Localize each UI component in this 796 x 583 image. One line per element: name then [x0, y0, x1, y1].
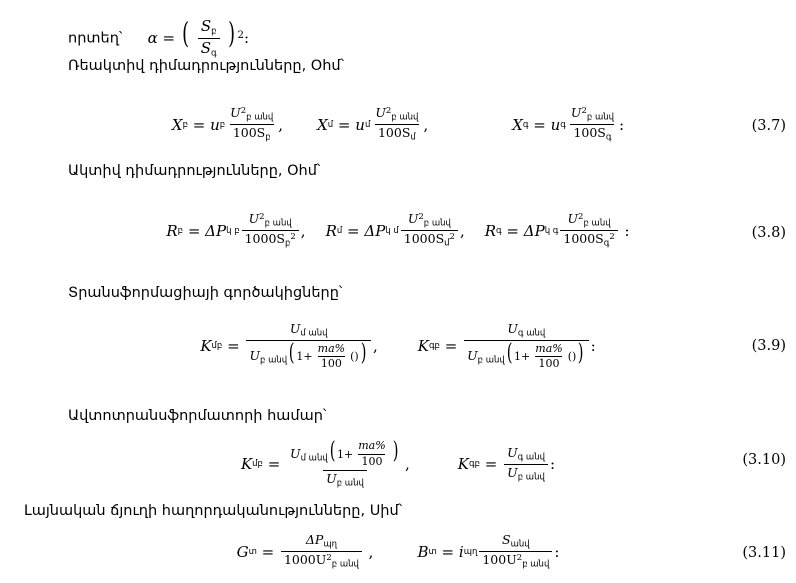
equation-3-10-term-2: K գբ = $\frac{U_{գ անվ}}{U_{բ անվ}}$ : [457, 444, 556, 483]
equation-3-9-term-2: K գբ = $U_{գ անվ}$ $U_{բ անվ}$( 1+ $\frac{ma\%}{100}$ ()) : [417, 321, 596, 371]
equation-3-9 [0, 322, 796, 371]
paragraph-active-resistances: Ակտիվ դիմադրությունները, Օհմ՝ [68, 163, 321, 179]
equation-3-7-term-2: X մ = u մ $\frac{U^2_{բ անվ}}{100S_մ}$ , [317, 105, 429, 143]
equation-3-11-term-1: G տ = $\frac{\Delta P_{պղ}}{1000U^2_{բ անվ}}$ , [236, 532, 374, 570]
equation-number-3-11: (3.11) [742, 545, 786, 561]
equation-3-11-term-2: B տ = i պղ $\frac{S_{անվ}}{100U^2_{բ անվ}}$ : [417, 532, 560, 570]
equation-number-3-7: (3.7) [751, 118, 786, 134]
equation-alpha: α = ( $\frac{S_բ}{S_գ}$ ) $^2$: [147, 16, 250, 59]
paragraph-autotransformer: Ավտոտրանսֆորմատորի համար՝ [68, 408, 327, 424]
paragraph-text: որտեղ՝ [68, 30, 123, 47]
paragraph-transformation-coefficients: Տրանսֆորմացիայի գործակիցները՝ [68, 285, 343, 301]
equation-3-10 [0, 436, 796, 489]
equation-3-8 [0, 212, 796, 249]
paragraph-ortegh [68, 18, 249, 59]
equation-3-8-term-3: R գ = ΔP կ գ $\frac{U^2_{բ անվ}}{1000S_գ^2}$ : [484, 211, 630, 249]
equation-3-7 [0, 106, 796, 143]
equation-3-7-term-1: X բ = u բ $\frac{U^2_{բ անվ}}{100S_բ}$ , [171, 105, 284, 143]
equation-3-10-term-1: K մբ = $U_{մ անվ}$( 1+ $\frac{ma\%}{100}$ ) $U_{բ անվ}$ , [240, 436, 410, 489]
equation-3-7-term-3: X գ = u գ $\frac{U^2_{բ անվ}}{100S_գ}$ : [512, 105, 625, 143]
equation-3-8-term-1: R բ = ΔP կ բ $\frac{U^2_{բ անվ}}{1000S_բ^2}$ , [166, 211, 306, 249]
equation-3-9-term-1: K մբ = $U_{մ անվ}$ $U_{բ անվ}$( 1+ $\frac{ma\%}{100}$ ()) , [200, 321, 378, 371]
equation-number-3-9: (3.9) [751, 338, 786, 354]
equation-3-8-term-2: R մ = ΔP կ մ $\frac{U^2_{բ անվ}}{1000S_մ^2}$ , [325, 211, 465, 249]
equation-number-3-10: (3.10) [742, 452, 786, 468]
paragraph-shunt-conductances: Լայնական ճյուղի հաղորդականությունները, Սիմ՝ [24, 503, 403, 519]
equation-number-3-8: (3.8) [751, 225, 786, 241]
equation-3-11 [0, 533, 796, 570]
paragraph-reactive-resistances: Ռեակտիվ դիմադրությունները, Օհմ՝ [68, 58, 345, 74]
